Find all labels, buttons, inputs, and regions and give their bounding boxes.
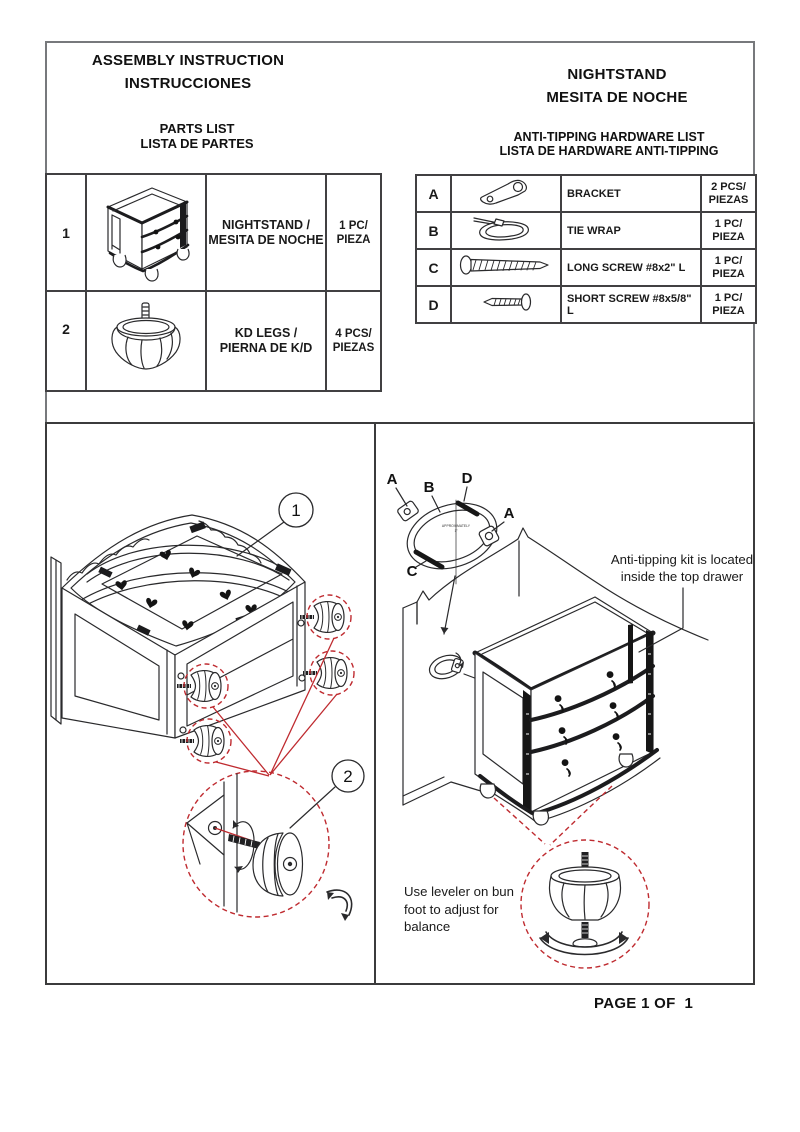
table-row <box>46 291 381 391</box>
hardware-image-cell <box>451 249 561 286</box>
label-a1: A <box>386 471 398 488</box>
hardware-quantity: 1 PC/ PIEZA <box>701 249 756 286</box>
hardware-quantity: 1 PC/ PIEZA <box>701 212 756 249</box>
table-row <box>416 286 756 323</box>
label-c: C <box>406 563 418 580</box>
hardware-description: TIE WRAP <box>561 212 701 249</box>
callout-1-label: 1 <box>291 501 301 520</box>
leveler-note-line3: balance <box>404 919 451 934</box>
assembly-instruction-title-es: INSTRUCCIONES <box>124 75 252 92</box>
label-d: D <box>461 470 473 487</box>
part-number: 2 <box>46 291 86 391</box>
part-quantity: 4 PCS/ PIEZAS <box>326 291 381 391</box>
hardware-image-cell <box>451 175 561 212</box>
step2-diagram-panel <box>374 422 755 985</box>
tie-wrap-icon <box>456 213 556 243</box>
hardware-letter: B <box>416 212 451 249</box>
assembly-instruction-title: ASSEMBLY INSTRUCTION <box>91 52 285 69</box>
hardware-quantity: 1 PC/ PIEZA <box>701 286 756 323</box>
hardware-description: LONG SCREW #8x2" L <box>561 249 701 286</box>
hardware-description: SHORT SCREW #8x5/8" L <box>561 286 701 323</box>
parts-list-title: PARTS LIST LISTA DE PARTES <box>140 121 254 151</box>
part-description: NIGHTSTAND / MESITA DE NOCHE <box>206 174 326 291</box>
product-name: NIGHTSTAND <box>567 66 667 83</box>
product-name-es: MESITA DE NOCHE <box>546 89 688 106</box>
label-b: B <box>423 479 435 496</box>
table-row <box>416 175 756 212</box>
hardware-letter: A <box>416 175 451 212</box>
kd-leg-icon <box>98 297 194 381</box>
nightstand-icon <box>90 177 202 283</box>
title-right <box>476 63 758 109</box>
step1-diagram <box>47 424 374 983</box>
hardware-letter: C <box>416 249 451 286</box>
table-row <box>416 249 756 286</box>
step1-diagram-panel <box>45 422 376 985</box>
part-image-cell <box>86 174 206 291</box>
parts-list-table <box>45 173 382 392</box>
part-number: 1 <box>46 174 86 291</box>
callout-2-label: 2 <box>343 767 353 786</box>
anti-tipping-note-line1: Anti-tipping kit is located <box>610 552 753 567</box>
anti-tipping-note-line2: inside the top drawer <box>620 569 744 584</box>
hardware-list-table <box>415 174 757 324</box>
hardware-image-cell <box>451 286 561 323</box>
table-row <box>416 212 756 249</box>
approx-dimension-value: 1" <box>454 529 458 533</box>
leveler-note-line2: foot to adjust for <box>404 902 499 917</box>
short-screw-icon <box>456 287 556 317</box>
page-number: PAGE 1 OF 1 <box>594 995 694 1012</box>
hardware-letter: D <box>416 286 451 323</box>
hardware-image-cell <box>451 212 561 249</box>
part-description: KD LEGS / PIERNA DE K/D <box>206 291 326 391</box>
table-row <box>46 174 381 291</box>
approx-dimension-note: APPROXIMATELY <box>441 524 471 528</box>
part-image-cell <box>86 291 206 391</box>
hardware-description: BRACKET <box>561 175 701 212</box>
hardware-quantity: 2 PCS/ PIEZAS <box>701 175 756 212</box>
part-quantity: 1 PC/ PIEZA <box>326 174 381 291</box>
hardware-list-title: ANTI-TIPPING HARDWARE LIST LISTA DE HARDWARE ANTI-TIPPING <box>499 130 719 158</box>
label-a2: A <box>503 505 515 522</box>
title-left <box>47 49 329 95</box>
step2-diagram <box>376 424 753 983</box>
long-screw-icon <box>454 250 558 280</box>
leveler-note-line1: Use leveler on bun <box>404 884 514 899</box>
bracket-icon <box>456 176 556 206</box>
